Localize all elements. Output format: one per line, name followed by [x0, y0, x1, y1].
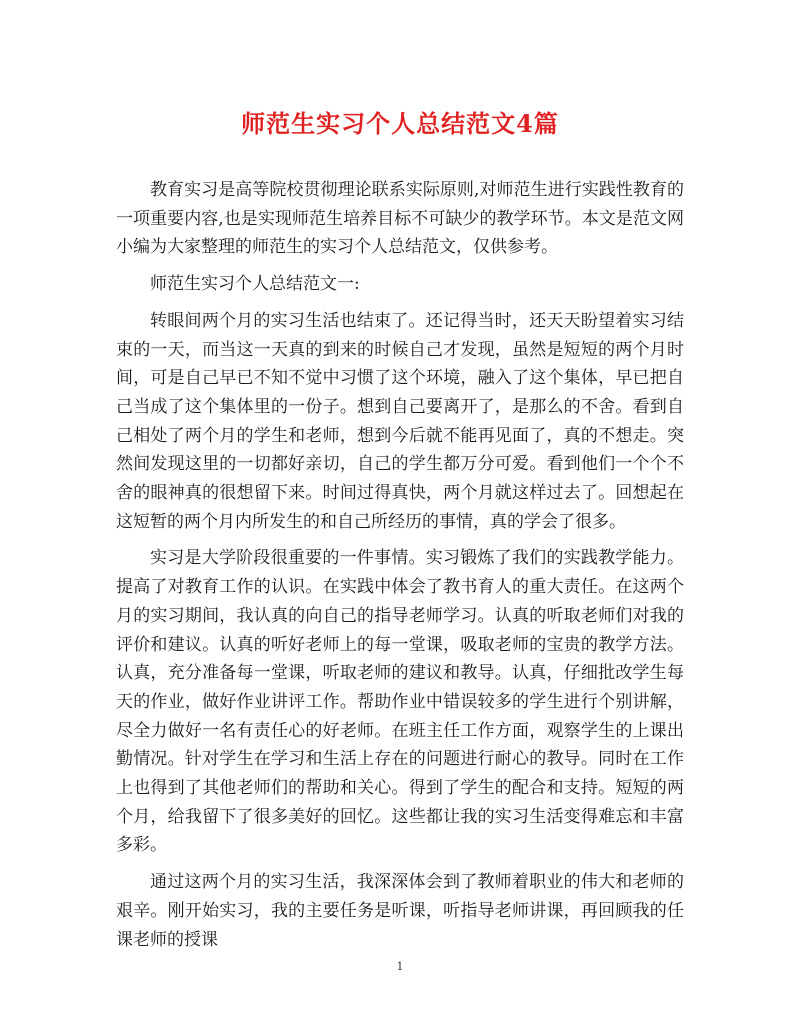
- body-paragraph-3: 通过这两个月的实习生活，我深深体会到了教师着职业的伟大和老师的艰辛。刚开始实习，我的主要任务是听课，听指导老师讲课，再回顾我的任课老师的授课: [116, 872, 684, 950]
- page-number: 1: [396, 960, 404, 973]
- document-body: [116, 176, 684, 962]
- document-title: 师范生实习个人总结范文4篇: [241, 109, 559, 138]
- body-paragraph-1: 转眼间两个月的实习生活也结束了。还记得当时，还天天盼望着实习结束的一天，而当这一天真的到来的时候自己才发现，虽然是短短的两个月时间，可是自己早已不知不觉中习惯了这个环境，融入了这个集体，早已把自己当成了这个集体里的一份子。想到自己要离开了，是那么的不舍。看到自己相处了两个月的学生和老师，想到今后就不能再见面了，真的不想走。突然间发现这里的一切都好亲切，自己的学生都万分可爱。看到他们一个个不舍的眼神真的很想留下来。时间过得真快，两个月就这样过去了。回想起在这短暂的两个月内所发生的和自己所经历的事情，真的学会了很多。: [116, 310, 684, 532]
- intro-paragraph: 教育实习是高等院校贯彻理论联系实际原则,对师范生进行实践性教育的一项重要内容,也是实现师范生培养目标不可缺少的教学环节。本文是范文网小编为大家整理的师范生的实习个人总结范文，仅供参考。: [116, 180, 684, 258]
- body-paragraph-2: 实习是大学阶段很重要的一件事情。实习锻炼了我们的实践教学能力。提高了对教育工作的认识。在实践中体会了教书育人的重大责任。在这两个月的实习期间，我认真的向自己的指导老师学习。认真的听取老师们对我的评价和建议。认真的听好老师上的每一堂课，吸取老师的宝贵的教学方法。认真，充分准备每一堂课，听取老师的建议和教导。认真，仔细批改学生每天的作业，做好作业讲评工作。帮助作业中错误较多的学生进行个别讲解，尽全力做好一名有责任心的好老师。在班主任工作方面，观察学生的上课出勤情况。针对学生在学习和生活上存在的问题进行耐心的教导。同时在工作上也得到了其他老师们的帮助和关心。得到了学生的配合和支持。短短的两个月，给我留下了很多美好的回忆。这些都让我的实习生活变得难忘和丰富多彩。: [116, 548, 684, 856]
- section-heading: 师范生实习个人总结范文一:: [150, 274, 360, 295]
